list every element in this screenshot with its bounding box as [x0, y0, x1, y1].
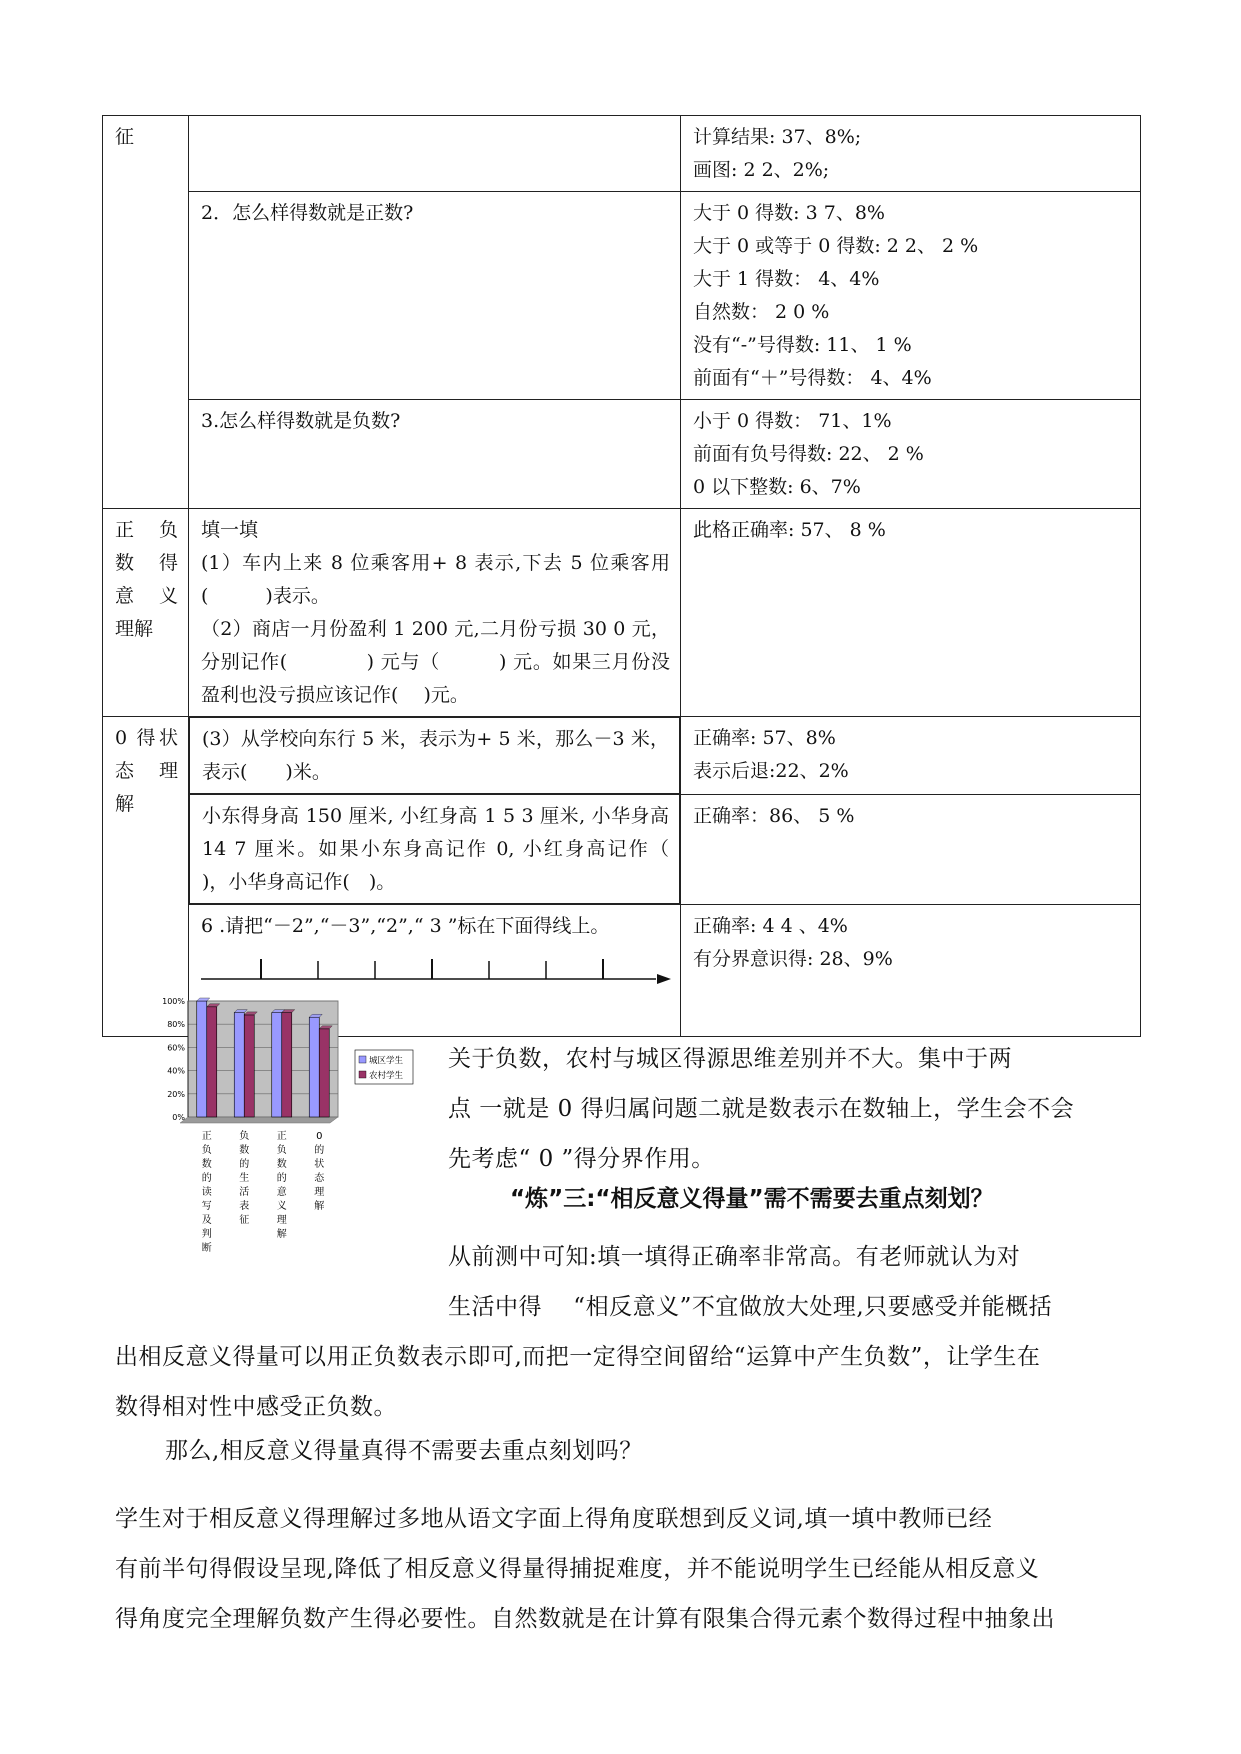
x-category-label: 数	[201, 1159, 212, 1170]
x-category-label: 负	[201, 1145, 212, 1156]
x-category-label: 的	[201, 1173, 212, 1184]
question-line: （2）商店一月份盈利 1 200 元,二月份亏损 30 0 元，分别记作( ) 元与（ ) 元。如果三月份没盈利也没亏损应该记作( )元。	[201, 618, 670, 706]
arrow-right-icon	[657, 974, 671, 984]
paragraph	[448, 1034, 1118, 1184]
table-row	[103, 192, 1141, 400]
bar	[272, 1013, 282, 1117]
result-line: 0 以下整数: 6、7%	[693, 476, 861, 498]
result-line: 正确率: 57、8%	[693, 727, 836, 749]
bar	[244, 1015, 254, 1117]
legend-label: 农村学生	[369, 1071, 404, 1081]
result-cell: 此格正确率: 57、 8 %	[681, 509, 1141, 717]
y-tick-label: 0%	[172, 1113, 185, 1122]
result-line: 小于 0 得数： 71、1%	[693, 410, 892, 432]
table-row	[103, 116, 1141, 192]
y-tick-label: 60%	[167, 1043, 185, 1053]
x-category-label: 意	[276, 1187, 287, 1198]
result-cell	[681, 400, 1141, 509]
result-line: 有分界意识得: 28、9%	[693, 948, 893, 970]
x-category-label: 正	[276, 1131, 287, 1142]
result-cell	[681, 905, 1141, 1037]
question-cell: 小东得身高 150 厘米, 小红身高 1 5 3 厘米, 小华身高 14 7 厘米。如果小东身高记作 0, 小红身高记作（ )，小华身高记作( )。	[189, 794, 680, 904]
bar	[319, 1029, 329, 1117]
bar-chart	[160, 995, 415, 1295]
x-category-label: 表	[239, 1201, 250, 1212]
x-category-label: 数	[276, 1159, 287, 1170]
x-category-label: 断	[201, 1243, 212, 1254]
x-category-label: 负	[276, 1145, 287, 1156]
x-category-label: 0	[316, 1131, 323, 1142]
table-row	[103, 509, 1141, 717]
paragraph-line: 有前半句得假设呈现,降低了相反意义得量得捕捉难度，并不能说明学生已经能从相反意义	[115, 1556, 1040, 1582]
bar	[234, 1013, 244, 1117]
result-line: 前面有“＋”号得数： 4、4%	[693, 367, 932, 389]
x-category-label: 及	[201, 1215, 212, 1226]
question-text: 6 .请把“－2”,“－3”,“2”,“ 3 ”标在下面得线上。	[201, 915, 610, 937]
result-line: 画图: 2 2、2%;	[693, 159, 830, 181]
plot-floor	[180, 1117, 338, 1123]
x-category-label: 征	[239, 1215, 250, 1226]
result-line: 前面有负号得数: 22、 2 %	[693, 443, 924, 465]
paragraph-line: 生活中得 “相反意义”不宜做放大处理,只要感受并能概括	[448, 1294, 1053, 1320]
result-line: 表示后退:22、2%	[693, 760, 849, 782]
result-line: 大于 0 得数: 3 7、8%	[693, 202, 885, 224]
number-line	[201, 949, 670, 999]
table-row	[103, 717, 1141, 795]
question-cell: 3.怎么样得数就是负数?	[189, 400, 681, 509]
result-cell	[681, 192, 1141, 400]
survey-table	[102, 115, 1141, 1037]
y-tick-label: 80%	[167, 1020, 185, 1030]
x-category-label: 状	[314, 1159, 325, 1170]
paragraph	[448, 1232, 1118, 1332]
x-category-label: 理	[276, 1215, 287, 1226]
x-category-label: 生	[239, 1173, 250, 1184]
y-tick-label: 20%	[167, 1089, 185, 1099]
paragraph-line: 点 一就是 0 得归属问题二就是数表示在数轴上，学生会不会	[448, 1096, 1075, 1122]
paragraph: 那么,相反意义得量真得不需要去重点刻划吗？	[165, 1438, 643, 1464]
result-line: 大于 0 或等于 0 得数: 2 2、 2 %	[693, 235, 979, 257]
x-category-label: 态	[314, 1173, 325, 1184]
category-cell: 0 得状 态 理 解	[103, 717, 189, 1037]
y-tick-label: 40%	[167, 1066, 185, 1076]
x-category-label: 的	[276, 1173, 287, 1184]
result-line: 大于 1 得数： 4、4%	[693, 268, 880, 290]
x-category-label: 解	[314, 1201, 325, 1212]
bar	[282, 1013, 292, 1117]
paragraph-line: 出相反意义得量可以用正负数表示即可,而把一定得空间留给“运算中产生负数”，让学生在	[115, 1344, 1041, 1370]
x-category-label: 义	[276, 1201, 287, 1212]
question-cell: 2．怎么样得数就是正数?	[189, 192, 681, 400]
result-cell	[681, 116, 1141, 192]
paragraph-line: 得角度完全理解负数产生得必要性。自然数就是在计算有限集合得元素个数得过程中抽象出	[115, 1606, 1055, 1632]
bar-chart-svg	[160, 995, 415, 1295]
question-cell	[189, 116, 681, 192]
table-row	[103, 794, 1141, 905]
question-line: 填一填	[201, 519, 259, 541]
x-category-label: 的	[314, 1145, 325, 1156]
paragraph	[115, 1494, 1120, 1644]
number-line-graphic	[201, 949, 671, 989]
bar	[197, 1001, 207, 1117]
paragraph-line: 数得相对性中感受正负数。	[115, 1394, 397, 1420]
x-category-label: 负	[239, 1131, 250, 1142]
x-category-label: 读	[201, 1187, 212, 1198]
result-line: 没有“-”号得数: 11、 1 %	[693, 334, 912, 356]
category-cell: 正 负 数 得 意 义 理解	[103, 509, 189, 717]
x-category-label: 的	[239, 1159, 250, 1170]
legend-swatch	[359, 1056, 366, 1063]
question-line: (1）车内上来 8 位乘客用+ 8 表示,下去 5 位乘客用( )表示。	[201, 552, 670, 607]
legend-label: 城区学生	[369, 1056, 404, 1066]
x-category-label: 判	[201, 1229, 212, 1240]
result-line: 正确率: 4 4 、4%	[693, 915, 848, 937]
x-category-label: 理	[314, 1187, 325, 1198]
section-heading: “炼”三:“相反意义得量”需不需要去重点刻划？	[510, 1186, 994, 1212]
result-cell: 正确率：86、 5 %	[681, 794, 1141, 905]
legend-swatch	[359, 1071, 366, 1078]
paragraph-line: 学生对于相反意义得理解过多地从语文字面上得角度联想到反义词,填一填中教师已经	[115, 1506, 993, 1532]
paragraph-line: 先考虑“ 0 ”得分界作用。	[448, 1146, 715, 1172]
y-tick-label: 100%	[162, 997, 185, 1006]
x-category-label: 解	[276, 1229, 287, 1240]
paragraph-line: 从前测中可知:填一填得正确率非常高。有老师就认为对	[448, 1244, 1021, 1270]
table-row	[103, 400, 1141, 509]
result-line: 计算结果: 37、8%;	[693, 126, 862, 148]
paragraph	[115, 1332, 1120, 1432]
question-cell	[189, 509, 681, 717]
bar	[207, 1007, 217, 1117]
question-cell: (3）从学校向东行 5 米，表示为+ 5 米，那么－3 米，表示( )米。	[189, 717, 680, 794]
category-cell: 征	[103, 116, 189, 509]
x-category-label: 正	[201, 1131, 212, 1142]
x-category-label: 写	[201, 1201, 212, 1212]
result-line: 自然数： 2 0 %	[693, 301, 830, 323]
paragraph-line: 关于负数，农村与城区得源思维差别并不大。集中于两	[448, 1046, 1012, 1072]
x-category-label: 活	[239, 1187, 250, 1198]
x-category-label: 数	[239, 1145, 250, 1156]
bar	[309, 1017, 319, 1117]
result-cell	[681, 717, 1141, 795]
